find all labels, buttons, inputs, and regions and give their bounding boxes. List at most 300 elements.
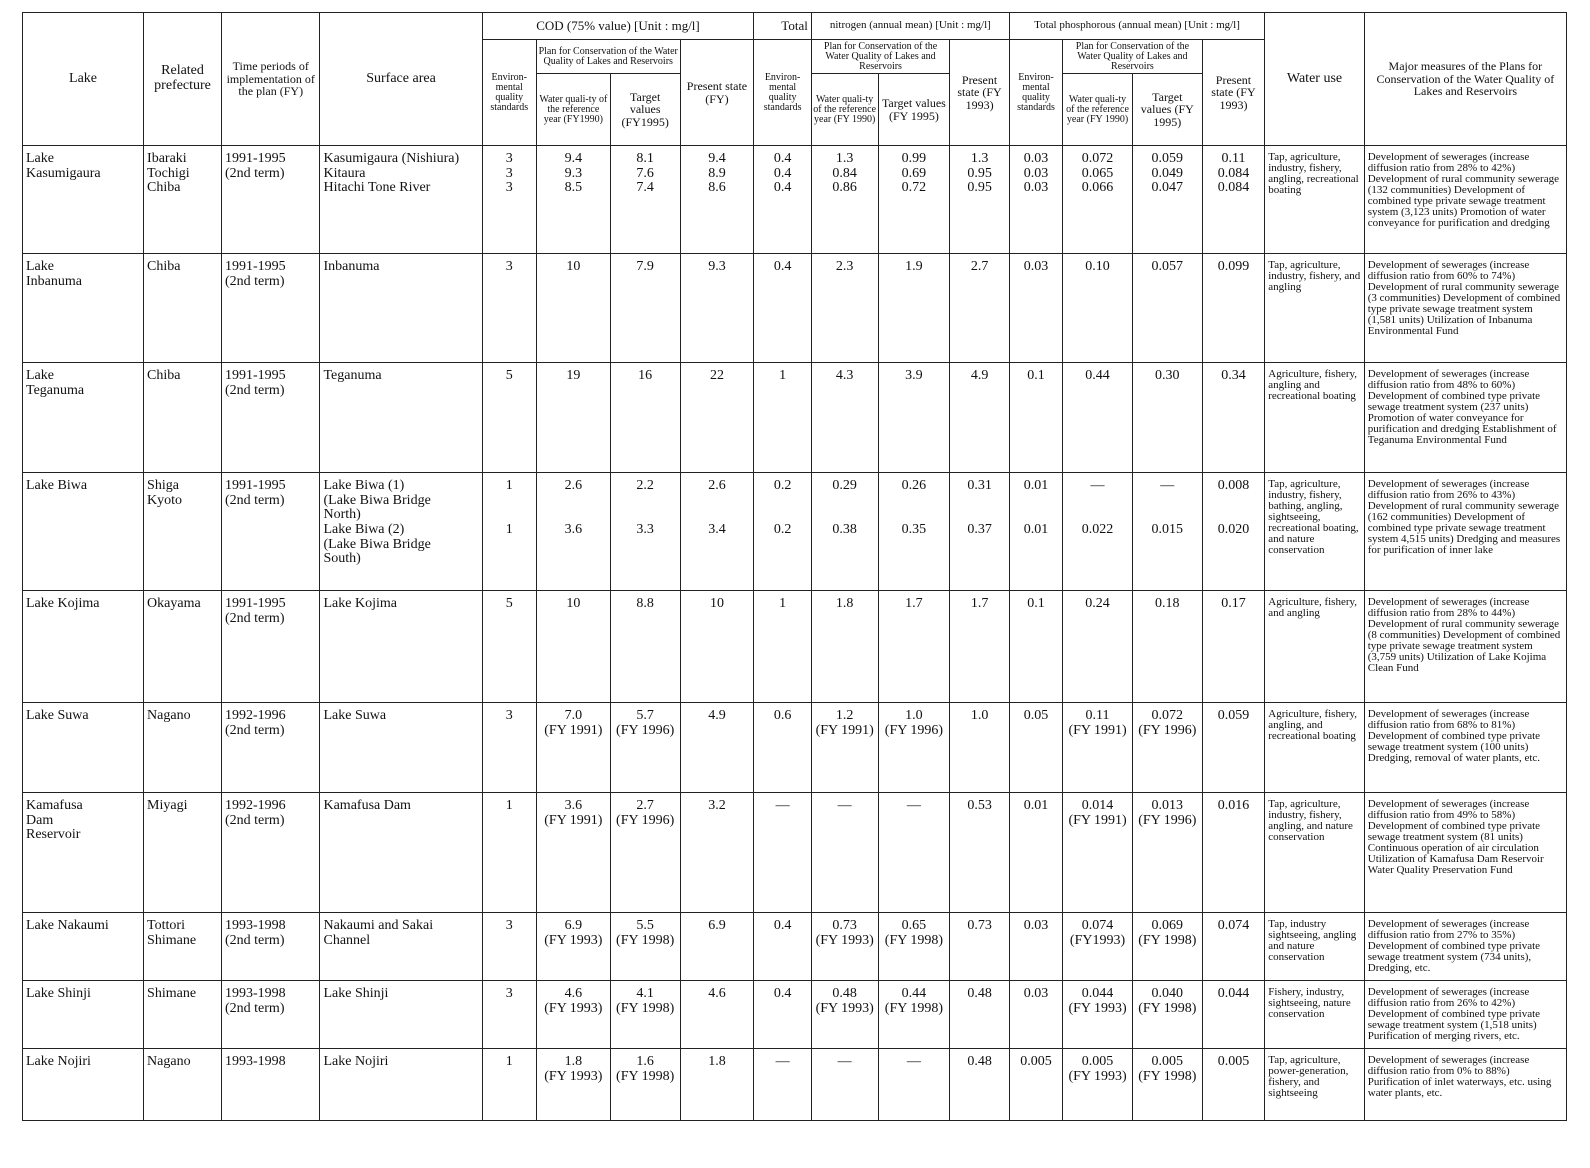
water-use-text: Tap, agriculture, industry, fishery, angling, and nature conservation	[1268, 798, 1353, 843]
tp-target-value-text: 0.059 0.049 0.047	[1151, 151, 1184, 196]
plan-period-text: 1991-1995 (2nd term)	[225, 596, 286, 626]
cod-present-state-text: 2.6 3.4	[708, 478, 726, 538]
tp-present-state	[1202, 793, 1265, 913]
related-prefecture-text: Chiba	[147, 259, 181, 274]
major-measures	[1364, 913, 1566, 981]
tn-reference-value	[811, 1049, 878, 1121]
cod-target-value-text: 16	[638, 368, 653, 383]
surface-area	[320, 473, 482, 591]
cod-target-value	[610, 913, 680, 981]
tp-env-std-text: 0.03	[1023, 918, 1049, 933]
cod-target-value-text: 7.9	[636, 259, 654, 274]
tp-target-value-text: 0.069 (FY 1998)	[1138, 918, 1197, 948]
water-use-text: Fishery, industry, sightseeing, nature conservation	[1268, 986, 1351, 1020]
cod-env-std	[482, 793, 536, 913]
related-prefecture-text: Chiba	[147, 368, 181, 383]
water-use	[1265, 254, 1365, 363]
table-row	[23, 146, 1567, 254]
tp-present-state	[1202, 1049, 1265, 1121]
tp-target-value	[1132, 913, 1202, 981]
tp-reference-value-text: 0.074 (FY1993)	[1069, 918, 1126, 948]
tp-env-std	[1009, 913, 1062, 981]
tn-present-state-text: 1.7	[970, 596, 989, 611]
major-measures-text: Development of sewerages (increase diffusion ratio from 0% to 88%) Purification of inlet waterways, etc. using water plants, etc.	[1367, 1054, 1552, 1099]
tp-present-state	[1202, 703, 1265, 793]
tp-present-state-text: 0.008 0.020	[1217, 478, 1250, 538]
cod-env-std-text: 1 1	[505, 478, 513, 538]
surface-area-text: Kasumigaura (Nishiura) Kitaura Hitachi Tone River	[323, 151, 460, 196]
related-prefecture-text: Nagano	[147, 708, 191, 723]
header-water-use: Water use	[1265, 13, 1365, 146]
cod-env-std-text: 5	[505, 368, 513, 383]
tp-target-value	[1132, 793, 1202, 913]
major-measures	[1364, 146, 1566, 254]
plan-period	[222, 363, 320, 473]
cod-env-std	[482, 591, 536, 703]
plan-period	[222, 146, 320, 254]
tn-reference-value-text: 2.3	[835, 259, 854, 274]
surface-area-text: Teganuma	[323, 368, 382, 383]
tn-env-std-text: 0.2 0.2	[773, 478, 792, 538]
plan-period-text: 1991-1995 (2nd term)	[225, 259, 286, 289]
major-measures-text: Development of sewerages (increase diffusion ratio from 26% to 42%) Development of combined type private sewage treatment system (1,518 units) Purification of merging rivers, etc.	[1367, 986, 1541, 1042]
tn-present-state	[950, 1049, 1010, 1121]
cod-target-value-text: 4.1 (FY 1998)	[616, 986, 675, 1016]
tn-env-std-text: 0.4	[773, 986, 792, 1001]
cod-env-std	[482, 473, 536, 591]
tn-env-std	[754, 591, 811, 703]
lake-name	[23, 473, 144, 591]
tp-env-std-text: 0.03 0.03 0.03	[1023, 151, 1049, 196]
cod-target-value-text: 2.7 (FY 1996)	[616, 798, 675, 828]
plan-period	[222, 981, 320, 1049]
related-prefecture-text: Ibaraki Tochigi Chiba	[147, 151, 190, 196]
cod-present-state	[680, 254, 754, 363]
major-measures-text: Development of sewerages (increase diffusion ratio from 49% to 58%) Development of combined type private sewage treatment system (81 units) Continuous operation of air circulation Utilization of Kamafusa Dam Reservoir Water Quality Preservation Fund	[1367, 798, 1544, 876]
tp-reference-value-text: 0.11 (FY 1991)	[1068, 708, 1127, 738]
cod-present-state	[680, 793, 754, 913]
cod-present-state-text: 4.6	[708, 986, 726, 1001]
major-measures	[1364, 703, 1566, 793]
plan-period	[222, 254, 320, 363]
cod-env-std-text: 3	[505, 918, 513, 933]
cod-target-value	[610, 703, 680, 793]
cod-present-state-text: 9.3	[708, 259, 726, 274]
tp-reference-value	[1063, 363, 1133, 473]
tn-target-value	[878, 793, 950, 913]
tn-env-std-text: —	[775, 1054, 790, 1069]
header-row-1	[23, 13, 1567, 40]
header-tn-ref-year: Water quali-ty of the reference year (FY 1990)	[811, 74, 878, 146]
header-tp-ref-year: Water quali-ty of the reference year (FY 1990)	[1063, 74, 1133, 146]
plan-period-text: 1993-1998	[225, 1054, 286, 1069]
cod-target-value-text: 5.5 (FY 1998)	[616, 918, 675, 948]
header-tp-target: Target values (FY 1995)	[1132, 74, 1202, 146]
cod-present-state-text: 22	[709, 368, 724, 383]
cod-target-value-text: 2.2 3.3	[636, 478, 654, 538]
cod-reference-value	[536, 363, 610, 473]
cod-reference-value	[536, 146, 610, 254]
table-row	[23, 1049, 1567, 1121]
cod-reference-value-text: 10	[566, 596, 581, 611]
surface-area	[320, 913, 482, 981]
header-cod-ref-year: Water quali-ty of the reference year (FY1990)	[536, 74, 610, 146]
lake-name-text: Lake Nojiri	[26, 1054, 91, 1069]
plan-period	[222, 1049, 320, 1121]
water-use	[1265, 793, 1365, 913]
major-measures	[1364, 363, 1566, 473]
tn-env-std	[754, 146, 811, 254]
cod-present-state-text: 10	[709, 596, 724, 611]
table-row	[23, 363, 1567, 473]
surface-area-text: Lake Biwa (1) (Lake Biwa Bridge North) Lake Biwa (2) (Lake Biwa Bridge South)	[323, 478, 431, 567]
plan-period	[222, 473, 320, 591]
header-tn-target: Target values (FY 1995)	[878, 74, 950, 146]
header-nitrogen-group: nitrogen (annual mean) [Unit : mg/l]	[811, 13, 1009, 40]
tn-target-value-text: —	[906, 1054, 921, 1069]
tp-env-std	[1009, 703, 1062, 793]
tn-reference-value	[811, 473, 878, 591]
tn-reference-value	[811, 254, 878, 363]
tp-present-state	[1202, 981, 1265, 1049]
tn-env-std	[754, 703, 811, 793]
water-use-text: Agriculture, fishery, angling and recreational boating	[1268, 368, 1358, 402]
tn-reference-value-text: 1.3 0.84 0.86	[832, 151, 857, 196]
cod-present-state	[680, 1049, 754, 1121]
tp-target-value-text: 0.057	[1151, 259, 1184, 274]
tp-env-std	[1009, 793, 1062, 913]
tn-present-state-text: 0.73	[967, 918, 992, 933]
tp-reference-value	[1063, 981, 1133, 1049]
cod-present-state	[680, 703, 754, 793]
lake-name-text: Lake Teganuma	[26, 368, 85, 398]
cod-env-std	[482, 703, 536, 793]
related-prefecture	[144, 473, 222, 591]
major-measures-text: Development of sewerages (increase diffusion ratio from 28% to 42%) Development of rural community sewerage (132 communities) Development of combined type private sewage treatment system (3,123 units) Promotion of water conveyance for purification and dredging	[1367, 151, 1559, 229]
tp-present-state-text: 0.11 0.084 0.084	[1217, 151, 1250, 196]
tn-env-std-text: 0.6	[773, 708, 792, 723]
tp-target-value	[1132, 473, 1202, 591]
lake-name	[23, 913, 144, 981]
related-prefecture	[144, 981, 222, 1049]
tn-target-value	[878, 254, 950, 363]
cod-env-std	[482, 363, 536, 473]
tp-present-state-text: 0.005	[1217, 1054, 1250, 1069]
plan-period	[222, 591, 320, 703]
lake-name	[23, 703, 144, 793]
cod-present-state	[680, 981, 754, 1049]
cod-target-value	[610, 363, 680, 473]
lake-name	[23, 793, 144, 913]
tp-present-state-text: 0.34	[1221, 368, 1246, 383]
tp-env-std	[1009, 1049, 1062, 1121]
tn-target-value	[878, 146, 950, 254]
cod-reference-value	[536, 254, 610, 363]
major-measures	[1364, 793, 1566, 913]
lake-name-text: Lake Kojima	[26, 596, 100, 611]
tn-present-state	[950, 591, 1010, 703]
tp-env-std	[1009, 363, 1062, 473]
header-tn-env-std: Environ-mental quality standards	[754, 40, 811, 146]
cod-reference-value-text: 1.8 (FY 1993)	[544, 1054, 603, 1084]
tn-target-value-text: —	[906, 798, 921, 813]
cod-reference-value	[536, 591, 610, 703]
header-cod-group: COD (75% value) [Unit : mg/l]	[482, 13, 754, 40]
tn-target-value-text: 3.9	[905, 368, 923, 383]
header-cod-present: Present state (FY)	[680, 40, 754, 146]
tp-present-state-text: 0.059	[1217, 708, 1250, 723]
tp-reference-value-text: 0.10	[1085, 259, 1110, 274]
tn-reference-value	[811, 591, 878, 703]
cod-target-value	[610, 1049, 680, 1121]
header-major-measures: Major measures of the Plans for Conservation of the Water Quality of Lakes and Reservoirs	[1364, 13, 1566, 146]
tp-target-value	[1132, 1049, 1202, 1121]
cod-target-value-text: 1.6 (FY 1998)	[616, 1054, 675, 1084]
tn-target-value-text: 1.0 (FY 1996)	[884, 708, 943, 738]
surface-area-text: Lake Suwa	[323, 708, 387, 723]
tn-present-state-text: 0.48	[967, 986, 992, 1001]
cod-target-value	[610, 146, 680, 254]
tn-env-std	[754, 1049, 811, 1121]
tp-env-std	[1009, 981, 1062, 1049]
cod-env-std	[482, 1049, 536, 1121]
related-prefecture-text: Okayama	[147, 596, 201, 611]
surface-area	[320, 146, 482, 254]
tp-present-state	[1202, 591, 1265, 703]
tn-reference-value-text: 1.2 (FY 1991)	[815, 708, 874, 738]
tp-present-state	[1202, 254, 1265, 363]
cod-reference-value-text: 4.6 (FY 1993)	[544, 986, 603, 1016]
tn-present-state-text: 0.31 0.37	[967, 478, 992, 538]
major-measures-text: Development of sewerages (increase diffusion ratio from 27% to 35%) Development of combined type private sewage treatment system (734 units), Dredging, etc.	[1367, 918, 1541, 974]
tn-present-state	[950, 981, 1010, 1049]
tp-target-value	[1132, 981, 1202, 1049]
tp-target-value	[1132, 703, 1202, 793]
surface-area	[320, 254, 482, 363]
tn-reference-value-text: 0.48 (FY 1993)	[815, 986, 874, 1016]
tp-target-value-text: 0.013 (FY 1996)	[1138, 798, 1197, 828]
tp-target-value-text: 0.18	[1155, 596, 1180, 611]
cod-target-value	[610, 981, 680, 1049]
plan-period-text: 1993-1998 (2nd term)	[225, 918, 286, 948]
plan-period	[222, 703, 320, 793]
major-measures-text: Development of sewerages (increase diffusion ratio from 60% to 74%) Development of rural community sewerage (3 communities) Development of combined type private sewage treatment system (1,581 units) Utilization of Inbanuma Environmental Fund	[1367, 259, 1561, 337]
tn-present-state-text: 1.0	[970, 708, 989, 723]
surface-area	[320, 363, 482, 473]
lake-name	[23, 146, 144, 254]
related-prefecture-text: Shimane	[147, 986, 197, 1001]
tp-target-value	[1132, 146, 1202, 254]
tn-target-value	[878, 363, 950, 473]
major-measures-text: Development of sewerages (increase diffusion ratio from 28% to 44%) Development of rural community sewerage (8 communities) Development of combined type private sewage treatment system (3,759 units) Utilization of Lake Kojima Clean Fund	[1367, 596, 1561, 674]
tn-env-std-text: 1	[779, 596, 787, 611]
tn-reference-value	[811, 913, 878, 981]
plan-period	[222, 913, 320, 981]
major-measures-text: Development of sewerages (increase diffusion ratio from 48% to 60%) Development of combined type private sewage treatment system (237 units) Promotion of water conveyance for purification and dredging Establishment of Teganuma Environmental Fund	[1367, 368, 1557, 446]
cod-reference-value-text: 9.4 9.3 8.5	[564, 151, 583, 196]
tn-target-value-text: 0.65 (FY 1998)	[884, 918, 943, 948]
tn-reference-value	[811, 703, 878, 793]
tp-present-state-text: 0.044	[1217, 986, 1250, 1001]
related-prefecture	[144, 793, 222, 913]
lake-name	[23, 1049, 144, 1121]
tp-target-value-text: 0.30	[1155, 368, 1180, 383]
tn-target-value-text: 1.9	[905, 259, 923, 274]
tp-reference-value	[1063, 473, 1133, 591]
plan-period-text: 1991-1995 (2nd term)	[225, 151, 286, 181]
header-tp-env-std: Environ-mental quality standards	[1009, 40, 1062, 146]
tn-env-std	[754, 254, 811, 363]
tp-env-std	[1009, 254, 1062, 363]
cod-env-std-text: 3	[505, 708, 513, 723]
tp-present-state	[1202, 363, 1265, 473]
tn-target-value	[878, 703, 950, 793]
cod-present-state-text: 4.9	[708, 708, 726, 723]
tn-target-value-text: 0.99 0.69 0.72	[901, 151, 927, 196]
tn-env-std-text: 0.4	[773, 918, 792, 933]
water-use	[1265, 473, 1365, 591]
tp-env-std-text: 0.03	[1023, 259, 1049, 274]
tp-reference-value	[1063, 703, 1133, 793]
major-measures	[1364, 254, 1566, 363]
major-measures-text: Development of sewerages (increase diffusion ratio from 68% to 81%) Development of combined type private sewage treatment system (100 units) Dredging, removal of water plants, etc.	[1367, 708, 1541, 764]
tp-target-value	[1132, 591, 1202, 703]
cod-env-std	[482, 254, 536, 363]
table-row	[23, 913, 1567, 981]
surface-area-text: Nakaumi and Sakai Channel	[323, 918, 434, 948]
major-measures-text: Development of sewerages (increase diffusion ratio from 26% to 43%) Development of rural community sewerage (162 communities) Development of combined type private sewage treatment system 4,515 units) Dredging and measures for purification of inner lake	[1367, 478, 1561, 556]
surface-area-text: Lake Shinji	[323, 986, 389, 1001]
table-row	[23, 981, 1567, 1049]
surface-area	[320, 793, 482, 913]
header-tp-plan: Plan for Conservation of the Water Quality of Lakes and Reservoirs	[1063, 40, 1203, 74]
cod-env-std-text: 3	[505, 986, 513, 1001]
cod-reference-value	[536, 981, 610, 1049]
cod-present-state-text: 1.8	[708, 1054, 726, 1069]
related-prefecture	[144, 363, 222, 473]
water-use-text: Tap, agriculture, industry, fishery, bathing, angling, sightseeing, recreational boating, and nature conservation	[1268, 478, 1359, 556]
cod-env-std-text: 1	[505, 798, 513, 813]
major-measures	[1364, 1049, 1566, 1121]
cod-reference-value	[536, 793, 610, 913]
tp-target-value	[1132, 363, 1202, 473]
water-use	[1265, 703, 1365, 793]
tp-reference-value	[1063, 913, 1133, 981]
tp-reference-value-text: 0.014 (FY 1991)	[1068, 798, 1127, 828]
related-prefecture-text: Nagano	[147, 1054, 191, 1069]
cod-present-state	[680, 146, 754, 254]
tn-reference-value-text: 0.29 0.38	[832, 478, 857, 538]
cod-reference-value-text: 3.6 (FY 1991)	[544, 798, 603, 828]
tn-present-state	[950, 913, 1010, 981]
table-row	[23, 793, 1567, 913]
tp-env-std	[1009, 473, 1062, 591]
related-prefecture	[144, 913, 222, 981]
header-phosphorous-group: Total phosphorous (annual mean) [Unit : mg/l]	[1009, 13, 1264, 40]
lake-name	[23, 591, 144, 703]
water-use	[1265, 363, 1365, 473]
header-tp-present: Present state (FY 1993)	[1202, 40, 1265, 146]
tp-env-std-text: 0.005	[1020, 1054, 1052, 1069]
cod-target-value	[610, 591, 680, 703]
header-period: Time periods of implementation of the plan (FY)	[222, 13, 320, 146]
tn-env-std	[754, 363, 811, 473]
tp-present-state	[1202, 913, 1265, 981]
cod-target-value	[610, 473, 680, 591]
header-cod-plan: Plan for Conservation of the Water Quality of Lakes and Reservoirs	[536, 40, 680, 74]
tp-env-std	[1009, 146, 1062, 254]
tn-present-state-text: 0.53	[967, 798, 992, 813]
cod-reference-value	[536, 913, 610, 981]
tp-present-state	[1202, 473, 1265, 591]
tn-target-value	[878, 1049, 950, 1121]
tn-reference-value	[811, 793, 878, 913]
tn-target-value	[878, 473, 950, 591]
tp-reference-value-text: 0.44	[1085, 368, 1110, 383]
tn-env-std	[754, 473, 811, 591]
tn-present-state	[950, 363, 1010, 473]
related-prefecture-text: Shiga Kyoto	[147, 478, 183, 508]
related-prefecture-text: Tottori Shimane	[147, 918, 197, 948]
tp-reference-value-text: 0.044 (FY 1993)	[1068, 986, 1127, 1016]
cod-env-std-text: 5	[505, 596, 513, 611]
tn-reference-value-text: 0.73 (FY 1993)	[815, 918, 874, 948]
tn-target-value-text: 0.26 0.35	[901, 478, 927, 538]
plan-period-text: 1993-1998 (2nd term)	[225, 986, 286, 1016]
tp-present-state-text: 0.074	[1217, 918, 1250, 933]
cod-reference-value-text: 6.9 (FY 1993)	[544, 918, 603, 948]
major-measures	[1364, 473, 1566, 591]
cod-target-value	[610, 254, 680, 363]
lake-name	[23, 254, 144, 363]
tp-present-state-text: 0.016	[1217, 798, 1250, 813]
cod-reference-value	[536, 703, 610, 793]
tn-target-value-text: 0.44 (FY 1998)	[884, 986, 943, 1016]
surface-area-text: Kamafusa Dam	[323, 798, 411, 813]
water-use	[1265, 981, 1365, 1049]
lake-name-text: Lake Biwa	[26, 478, 88, 493]
header-cod-target: Target values (FY1995)	[610, 74, 680, 146]
lake-name-text: Lake Shinji	[26, 986, 91, 1001]
tn-env-std-text: 0.4 0.4 0.4	[773, 151, 792, 196]
cod-target-value-text: 8.8	[636, 596, 654, 611]
water-use-text: Agriculture, fishery, and angling	[1268, 596, 1358, 619]
cod-present-state-text: 9.4 8.9 8.6	[708, 151, 726, 196]
tn-reference-value	[811, 363, 878, 473]
tn-target-value	[878, 913, 950, 981]
header-lake: Lake	[23, 13, 144, 146]
major-measures	[1364, 981, 1566, 1049]
tp-target-value-text: — 0.015	[1151, 478, 1184, 538]
water-use	[1265, 146, 1365, 254]
water-use	[1265, 1049, 1365, 1121]
cod-present-state-text: 3.2	[708, 798, 726, 813]
header-cod-env-std: Environ-mental quality standards	[482, 40, 536, 146]
header-surface-area: Surface area	[320, 13, 482, 146]
lake-name	[23, 981, 144, 1049]
plan-period-text: 1992-1996 (2nd term)	[225, 708, 286, 738]
cod-env-std-text: 3	[505, 259, 513, 274]
surface-area-text: Lake Kojima	[323, 596, 397, 611]
tn-present-state	[950, 254, 1010, 363]
related-prefecture	[144, 146, 222, 254]
lake-water-quality-table	[22, 12, 1567, 1121]
cod-present-state-text: 6.9	[708, 918, 726, 933]
related-prefecture	[144, 1049, 222, 1121]
tn-present-state-text: 2.7	[970, 259, 989, 274]
surface-area-text: Lake Nojiri	[323, 1054, 389, 1069]
header-prefecture: Related prefecture	[144, 13, 222, 146]
